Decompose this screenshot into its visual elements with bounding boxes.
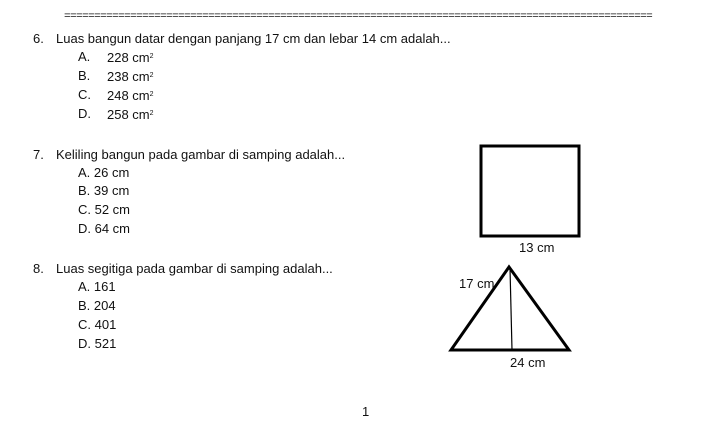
option-d: D. 521 [78, 336, 117, 351]
option-b: B. 39 cm [78, 183, 130, 198]
option-letter: A. [78, 49, 91, 64]
option-b: B. 204 [78, 298, 116, 313]
question-7-number: 7. [33, 147, 44, 162]
option-letter: C. [78, 87, 91, 102]
option-letter: D. [78, 106, 91, 121]
triangle-height-line [510, 268, 512, 350]
option-a: A. 26 cm [78, 165, 130, 180]
option-c: 248 $cm^2$ [107, 88, 154, 103]
option-c: C. 401 [78, 317, 117, 332]
option-a: 228 $cm^2$ [107, 50, 154, 65]
question-8-number: 8. [33, 261, 44, 276]
question-7-text: Keliling bangun pada gambar di samping adalah... [56, 147, 346, 162]
square-figure [481, 146, 579, 236]
option-d: 258 $cm^2$ [107, 107, 154, 122]
option-c: C. 52 cm [78, 202, 131, 217]
triangle-side-label: 17 cm [459, 276, 495, 291]
option-d: D. 64 cm [78, 221, 131, 236]
option-b: 238 $cm^2$ [107, 69, 154, 84]
option-a: A. 161 [78, 279, 116, 294]
option-letter: B. [78, 68, 91, 83]
triangle-base-label: 24 cm [510, 355, 546, 370]
question-6-text: Luas bangun datar dengan panjang 17 cm dan lebar 14 cm adalah... [56, 31, 451, 46]
square-side-label: 13 cm [519, 240, 555, 255]
page-number: 1 [362, 404, 370, 419]
question-8-text: Luas segitiga pada gambar di samping adalah... [56, 261, 333, 276]
separator-line: ================================================================================================== [64, 11, 653, 23]
question-6-number: 6. [33, 31, 44, 46]
